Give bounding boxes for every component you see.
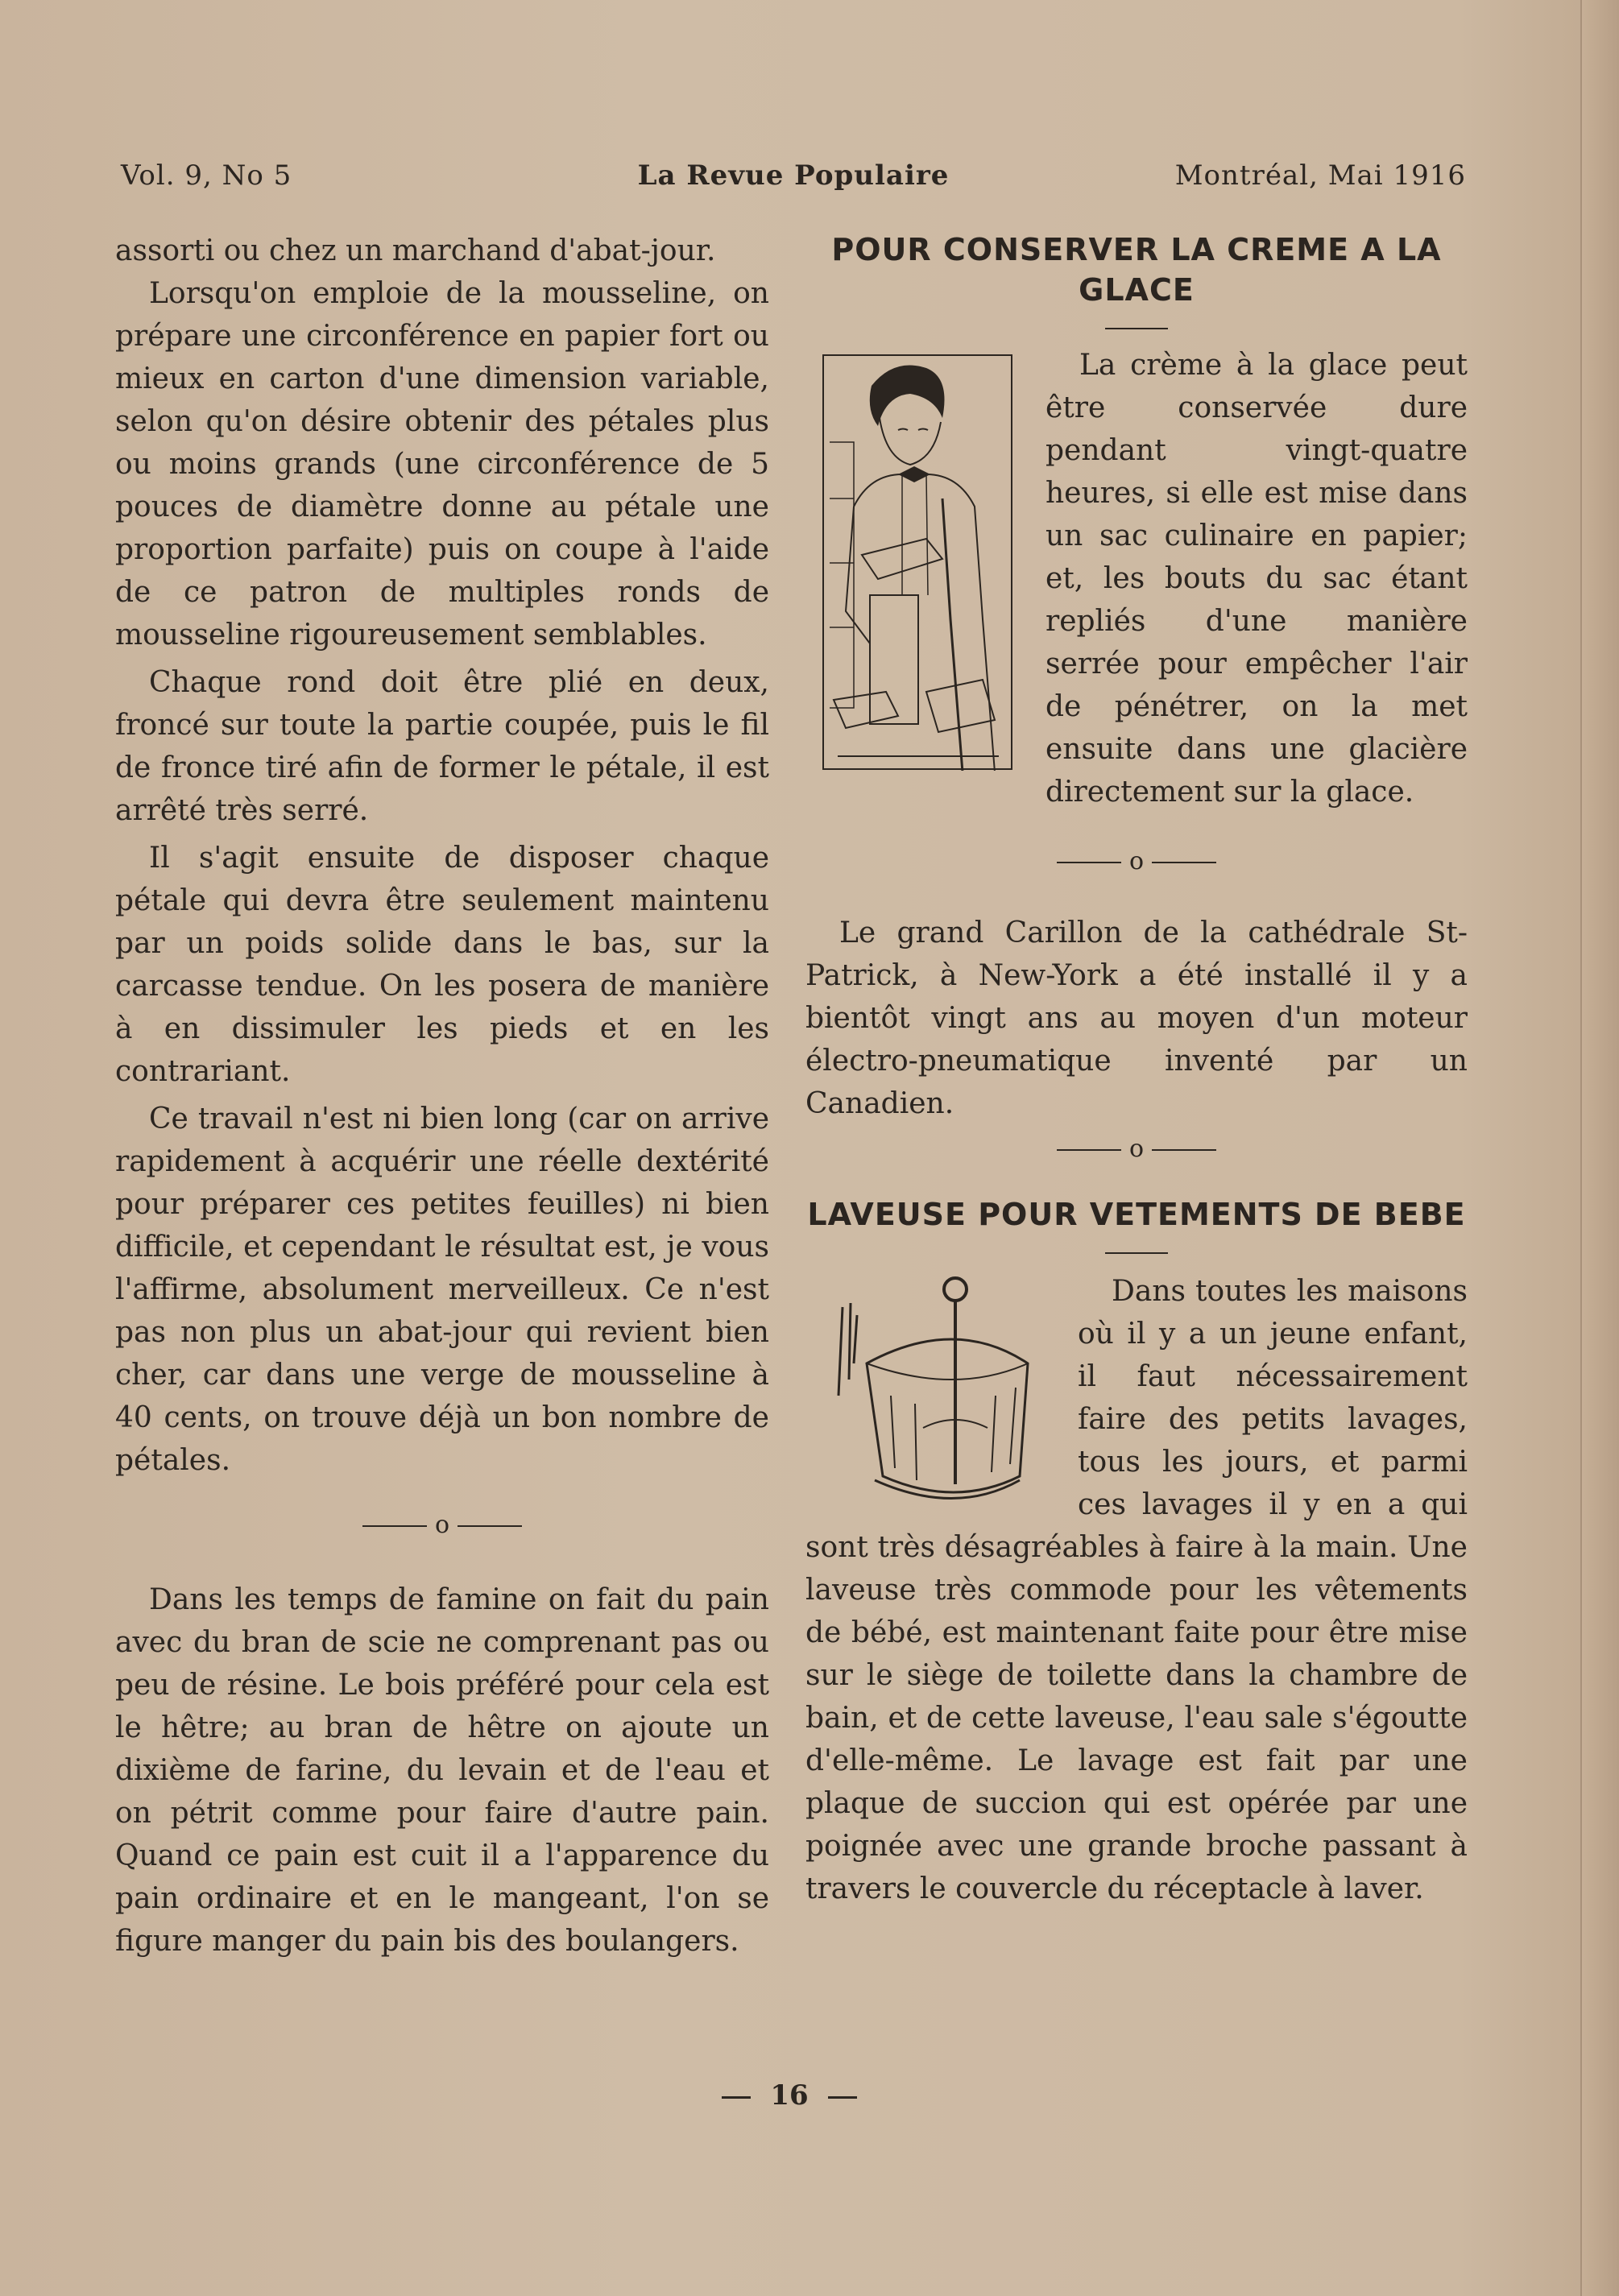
page-number: 16 — [0, 2079, 1579, 2112]
publication-title: La Revue Populaire — [637, 159, 950, 192]
place-date: Montréal, Mai 1916 — [1174, 159, 1466, 192]
separator: o — [805, 1133, 1468, 1165]
washing-machine-illustration — [818, 1275, 1052, 1508]
paragraph: Il s'agit ensuite de disposer chaque pétale qui devra être seulement maintenu par un poids solide dans le bas, sur la carcasse tendue. On les posera de manière à en dissimuler les pieds et en les contrariant. — [115, 842, 769, 1088]
article-title: POUR CONSERVER LA CREME A LA GLACE — [831, 232, 1442, 308]
page-edge — [1580, 0, 1619, 2296]
separator: o — [805, 846, 1468, 878]
left-column — [115, 230, 769, 1963]
woman-with-paper-bag-illustration — [822, 354, 1013, 771]
article-body: La crème à la glace peut être conservée dure pendant vingt-quatre heures, si elle est mise dans un sac culinaire en papier; et, les bouts du sac étant repliés d'une manière serrée pour empêcher l'air de pénétrer, on la met ensuite dans une glacière directement sur la glace. — [1046, 349, 1468, 809]
paragraph: Lorsqu'on emploie de la mousseline, on prépare une circonférence en papier fort ou mieux en carton d'une dimension variable, selon qu'on désire obtenir des pétales plus ou moins grands (une circonférence de 5 pouces de diamètre donne au pétale une proportion parfaite) puis on coupe à l'aide de ce patron de multiples ronds de mousseline rigoureusement semblables. — [115, 277, 769, 652]
paragraph: Ce travail n'est ni bien long (car on arrive rapidement à acquérir une réelle dextérité pour préparer ces petites feuilles) ni bien difficile, et cependant le résultat est, je vous l'affirme, absolument merveilleux. Ce n'est pas non plus un abat-jour qui revient bien cher, car dans une verge de mousseline à 40 cents, on trouve déjà un bon nombre de pétales. — [115, 1102, 769, 1477]
paragraph: Dans les temps de famine on fait du pain avec du bran de scie ne comprenant pas ou peu de résine. Le bois préféré pour cela est le hêtre; au bran de hêtre on ajoute un dixième de farine, du levain et de l'eau et on pétrit comme pour faire d'autre pain. Quand ce pain est cuit il a l'apparence du pain ordinaire et en le mangeant, l'on se figure manger du pain bis des boulangers. — [115, 1583, 769, 1958]
running-header — [121, 159, 1466, 200]
article-baby-washer — [805, 1270, 1468, 1910]
volume-number: Vol. 9, No 5 — [121, 159, 292, 192]
article-ice-cream — [805, 344, 1468, 813]
paragraph-carillon: Le grand Carillon de la cathédrale St-Patrick, à New-York a été installé il y a bientôt vingt ans au moyen d'un moteur électro-pneumatique inventé par un Canadien. — [805, 916, 1468, 1120]
paragraph: Chaque rond doit être plié en deux, froncé sur toute la partie coupée, puis le fil de fronce tiré afin de former le pétale, il est arrêté très serré. — [115, 666, 769, 827]
right-column — [805, 230, 1468, 1910]
article-body: Dans toutes les maisons où il y a un jeune enfant, il faut nécessairement faire des petits lavages, tous les jours, et parmi ces lavages il y en a qui sont très désagréables à faire à la main. Une laveuse très commode pour les vêtements de bébé, est maintenant faite pour être mise sur le siège de toilette dans la chambre de bain, et de cette laveuse, l'eau sale s'égoutte d'elle-même. Le lavage est fait par une plaque de succion qui est opérée par une poignée avec une grande broche passant à travers le couvercle du réceptacle à laver. — [805, 1275, 1468, 1905]
title-rule — [1105, 328, 1168, 329]
separator: o — [115, 1509, 769, 1541]
title-rule — [1105, 1252, 1168, 1254]
article-title: LAVEUSE POUR VETEMENTS DE BEBE — [807, 1197, 1466, 1232]
paragraph: assorti ou chez un marchand d'abat-jour. — [115, 234, 716, 267]
